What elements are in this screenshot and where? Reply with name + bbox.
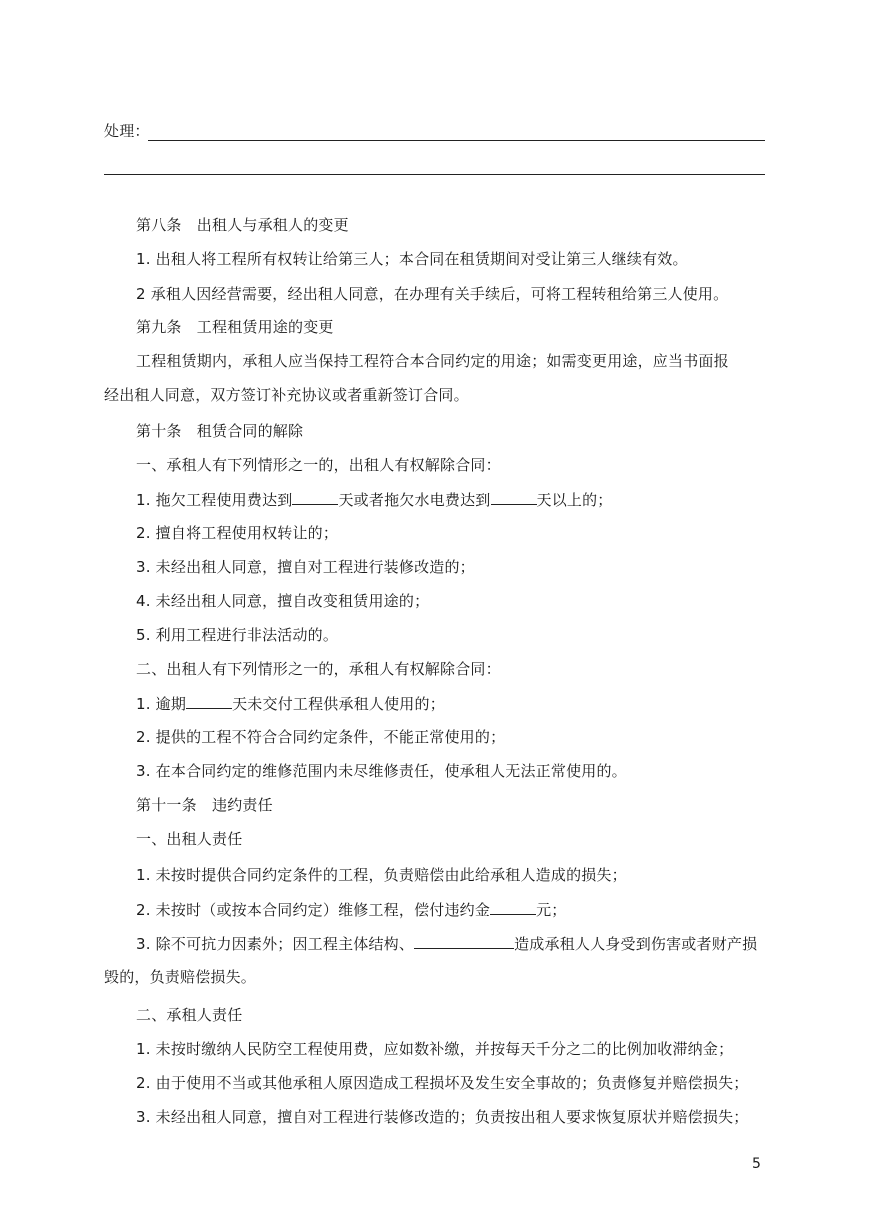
article-11-s2-item-3: 3. 未经出租人同意，擅自对工程进行装修改造的；负责按出租人要求恢复原状并赔偿损失； bbox=[136, 1108, 749, 1126]
article-10-s1-item-3: 3. 未经出租人同意，擅自对工程进行装修改造的； bbox=[136, 558, 475, 576]
blank-penalty-amount bbox=[490, 899, 536, 915]
article-9-paragraph-line-2: 经出租人同意，双方签订补充协议或者重新签订合同。 bbox=[104, 386, 469, 404]
article-10-section-1: 一、承租人有下列情形之一的，出租人有权解除合同： bbox=[136, 456, 501, 474]
article-11-s1-item-2: 2. 未按时（或按本合同约定）维修工程，偿付违约金 元； bbox=[136, 901, 567, 919]
article-9-paragraph-line-1: 工程租赁期内，承租人应当保持工程符合本合同约定的用途；如需变更用途，应当书面报 bbox=[136, 352, 729, 370]
article-9-heading: 第九条 工程租赁用途的变更 bbox=[136, 318, 334, 336]
article-10-s2-item-1: 1. 逾期 天未交付工程供承租人使用的； bbox=[136, 695, 445, 713]
article-8-heading: 第八条 出租人与承租人的变更 bbox=[136, 216, 349, 234]
article-11-section-1: 一、出租人责任 bbox=[136, 830, 243, 848]
article-11-s2-item-1: 1. 未按时缴纳人民防空工程使用费，应如数补缴，并按每天千分之二的比例加收滞纳金； bbox=[136, 1040, 734, 1058]
article-10-s1-item-2: 2. 擅自将工程使用权转让的； bbox=[136, 524, 339, 542]
article-11-s1-item-3-line-1: 3. 除不可抗力因素外；因工程主体结构、 造成承租人人身受到伤害或者财产损 bbox=[136, 935, 758, 953]
article-10-heading: 第十条 租赁合同的解除 bbox=[136, 422, 304, 440]
article-10-s1-item-4: 4. 未经出租人同意，擅自改变租赁用途的； bbox=[136, 592, 430, 610]
article-10-s2-item-2: 2. 提供的工程不符合合同约定条件，不能正常使用的； bbox=[136, 728, 506, 746]
article-10-s1-item-5: 5. 利用工程进行非法活动的。 bbox=[136, 626, 339, 644]
article-10-s2-item-3: 3. 在本合同约定的维修范围内未尽维修责任，使承租人无法正常使用的。 bbox=[136, 762, 627, 780]
article-10-s1-item-1: 1. 拖欠工程使用费达到 天或者拖欠水电费达到 天以上的； bbox=[136, 491, 613, 509]
article-8-item-2: 2 承租人因经营需要，经出租人同意，在办理有关手续后，可将工程转租给第三人使用。 bbox=[136, 285, 729, 303]
article-11-s1-item-1: 1. 未按时提供合同约定条件的工程，负责赔偿由此给承租人造成的损失； bbox=[136, 866, 627, 884]
article-11-s2-item-2: 2. 由于使用不当或其他承租人原因造成工程损坏及发生安全事故的；负责修复并赔偿损失； bbox=[136, 1074, 749, 1092]
processing-fill-line bbox=[148, 140, 765, 141]
blank-days-utilities bbox=[491, 489, 537, 505]
article-8-item-1: 1. 出租人将工程所有权转让给第三人；本合同在租赁期间对受让第三人继续有效。 bbox=[136, 250, 688, 268]
article-11-s1-item-3-line-2: 毁的，负责赔偿损失。 bbox=[104, 968, 257, 986]
processing-fill-line-2 bbox=[104, 174, 765, 175]
page-number: 5 bbox=[752, 1156, 761, 1172]
article-10-section-2: 二、出租人有下列情形之一的，承租人有权解除合同： bbox=[136, 660, 501, 678]
blank-days-fee bbox=[292, 489, 338, 505]
article-11-section-2: 二、承租人责任 bbox=[136, 1006, 243, 1024]
processing-label: 处理： bbox=[104, 122, 150, 140]
article-11-heading: 第十一条 违约责任 bbox=[136, 796, 273, 814]
blank-cause bbox=[414, 933, 514, 949]
blank-days-overdue bbox=[186, 693, 232, 709]
